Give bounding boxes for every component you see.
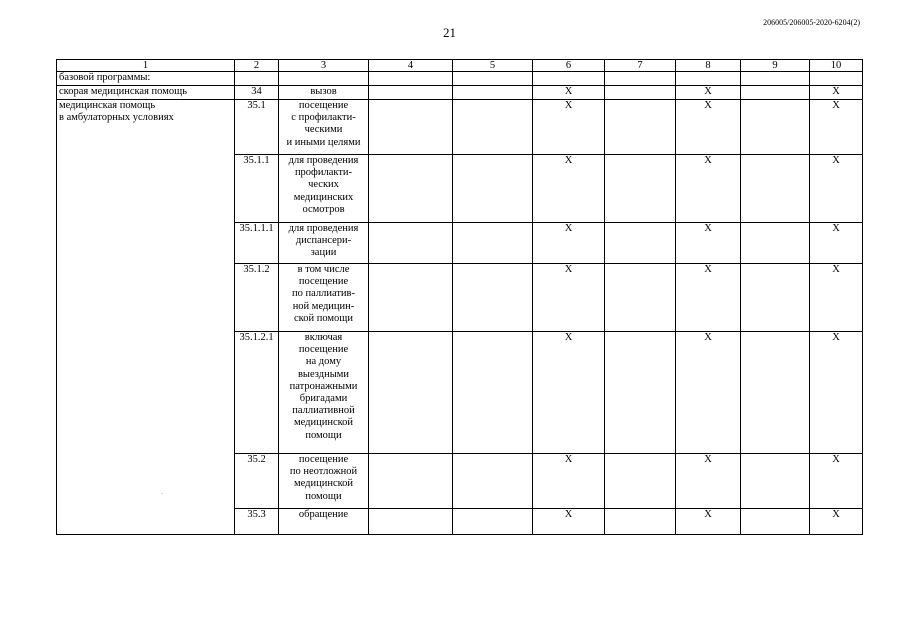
- x-mark: X: [810, 509, 863, 535]
- x-mark: X: [676, 223, 741, 264]
- row-number: 35.2: [235, 454, 279, 509]
- column-number-cell: 7: [605, 60, 676, 72]
- column-number-cell: 8: [676, 60, 741, 72]
- x-mark: X: [810, 100, 863, 155]
- column-number-row: [57, 60, 863, 72]
- x-mark: X: [533, 332, 605, 454]
- row-number: 35.1.2.1: [235, 332, 279, 454]
- unit-label: вызов: [279, 86, 369, 100]
- x-mark: X: [676, 264, 741, 332]
- column-number-cell: 6: [533, 60, 605, 72]
- care-type-label: скорая медицинская помощь: [57, 86, 235, 100]
- column-number-cell: 9: [741, 60, 810, 72]
- unit-label: в том числе посещение по паллиатив- ной медицин- ской помощи: [279, 264, 369, 332]
- x-mark: X: [810, 454, 863, 509]
- row-number: 34: [235, 86, 279, 100]
- row-number: 35.1.2: [235, 264, 279, 332]
- x-mark: X: [533, 509, 605, 535]
- column-number-cell: 1: [57, 60, 235, 72]
- column-number-cell: 4: [369, 60, 453, 72]
- x-mark: X: [533, 155, 605, 223]
- x-mark: X: [533, 223, 605, 264]
- document-code: 206005/206005-2020-6204(2): [763, 18, 860, 27]
- x-mark: X: [676, 332, 741, 454]
- x-mark: X: [810, 332, 863, 454]
- column-number-cell: 10: [810, 60, 863, 72]
- medical-care-table: [56, 59, 863, 535]
- scan-artifact: [161, 493, 163, 494]
- table-row: [57, 72, 863, 86]
- table-row: [57, 86, 863, 100]
- x-mark: X: [676, 509, 741, 535]
- unit-label: для проведения профилакти- ческих медицинских осмотров: [279, 155, 369, 223]
- unit-label: обращение: [279, 509, 369, 535]
- section-label: базовой программы:: [57, 72, 235, 86]
- care-type-label: медицинская помощь в амбулаторных условиях: [57, 100, 235, 535]
- x-mark: X: [676, 155, 741, 223]
- x-mark: X: [810, 264, 863, 332]
- unit-label: посещение по неотложной медицинской помощи: [279, 454, 369, 509]
- x-mark: X: [533, 264, 605, 332]
- unit-label: для проведения диспансери- зации: [279, 223, 369, 264]
- x-mark: X: [676, 100, 741, 155]
- x-mark: X: [533, 100, 605, 155]
- row-number: 35.1.1: [235, 155, 279, 223]
- row-number: 35.1: [235, 100, 279, 155]
- row-number: 35.1.1.1: [235, 223, 279, 264]
- x-mark: X: [810, 86, 863, 100]
- x-mark: X: [533, 86, 605, 100]
- row-number: 35.3: [235, 509, 279, 535]
- x-mark: X: [533, 454, 605, 509]
- x-mark: X: [810, 155, 863, 223]
- unit-label: включая посещение на дому выездными патронажными бригадами паллиативной медицинской помощи: [279, 332, 369, 454]
- column-number-cell: 5: [453, 60, 533, 72]
- page-number: 21: [443, 25, 456, 40]
- x-mark: X: [810, 223, 863, 264]
- column-number-cell: 3: [279, 60, 369, 72]
- x-mark: X: [676, 454, 741, 509]
- x-mark: X: [676, 86, 741, 100]
- table-row: [57, 100, 863, 155]
- unit-label: посещение с профилакти- ческими и иными целями: [279, 100, 369, 155]
- column-number-cell: 2: [235, 60, 279, 72]
